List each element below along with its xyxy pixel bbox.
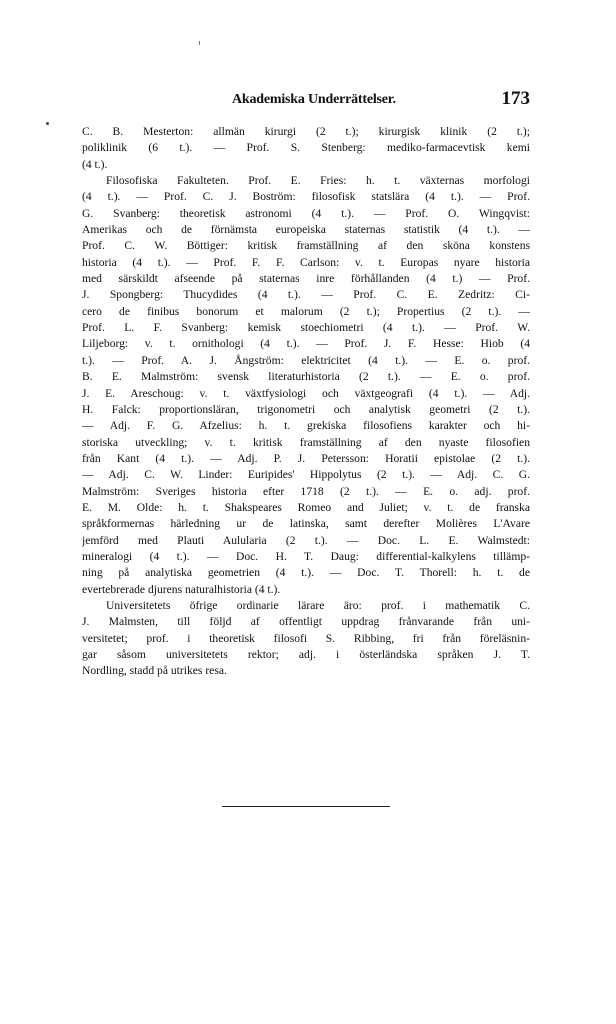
- text-line: H. Falck: proportionsläran, trigonometri och analytisk geometri (2 t.).: [82, 402, 530, 416]
- text-line: Filosofiska Fakulteten. Prof. E. Fries: h. t. växternas morfologi: [106, 174, 530, 188]
- text-line: Liljeborg: v. t. ornithologi (4 t.). — Prof. J. F. Hesse: Hiob (4: [82, 337, 530, 351]
- text-line: J. Spongberg: Thucydides (4 t.). — Prof. C. E. Zedritz: Ci-: [82, 288, 530, 302]
- text-line: evertebrerade djurens naturalhistoria (4 t.).: [82, 582, 281, 596]
- margin-dot: [46, 122, 49, 125]
- text-line: mineralogi (4 t.). — Doc. H. T. Daug: differential-kalkylens tillämp-: [82, 549, 530, 563]
- text-line: cero de finibus bonorum et malorum (2 t.); Propertius (2 t.). —: [82, 304, 530, 318]
- text-line: (4 t.).: [82, 157, 108, 171]
- text-line: Nordling, stadd på utrikes resa.: [82, 664, 227, 678]
- text-line: Prof. L. F. Svanberg: kemisk stoechiometri (4 t.). — Prof. W.: [82, 321, 530, 335]
- text-line: versitetet; prof. i theoretisk filosofi S. Ribbing, fri från föreläsnin-: [82, 631, 530, 645]
- text-line: Malmström: Sveriges historia efter 1718 (2 t.). — E. o. adj. prof.: [82, 484, 530, 498]
- text-line: Universitetets öfrige ordinarie lärare äro: prof. i mathematik C.: [106, 598, 530, 612]
- text-line: gar såsom universitetets rektor; adj. i österländska språken J. T.: [82, 648, 530, 661]
- text-line: J. E. Areschoug: v. t. växtfysiologi och växtgeografi (4 t.). — Adj.: [82, 386, 530, 400]
- text-line: språkformernas härledning ur de latinska, samt derefter Molières L'Avare: [82, 517, 530, 531]
- text-line: storiska utveckling; v. t. kritisk framställning af den nyaste filosofien: [82, 435, 530, 449]
- text-line: — Adj. C. W. Linder: Euripides' Hippolytus (2 t.). — Adj. C. G.: [82, 468, 530, 482]
- text-line: C. B. Mesterton: allmän kirurgi (2 t.); kirurgisk klinik (2 t.);: [82, 125, 530, 138]
- section-divider: [222, 806, 390, 807]
- text-line: — Adj. F. G. Afzelius: h. t. grekiska filosofiens karakter och hi-: [82, 419, 530, 433]
- text-line: G. Svanberg: theoretisk astronomi (4 t.). — Prof. O. Wingqvist:: [82, 206, 530, 220]
- text-line: historia (4 t.). — Prof. F. F. Carlson: v. t. Europas nyare historia: [82, 255, 530, 269]
- text-line: Prof. C. W. Böttiger: kritisk framställning af den sköna konstens: [82, 239, 530, 253]
- text-line: (4 t.). — Prof. C. J. Boström: filosofisk statslära (4 t.). — Prof.: [82, 190, 530, 204]
- text-line: jemförd med Plauti Aulularia (2 t.). — Doc. L. E. Walmstedt:: [82, 533, 530, 547]
- running-title: Akademiska Underrättelser.: [232, 92, 396, 107]
- scan-mark: [199, 41, 200, 45]
- text-line: ning på analytiska geometrien (4 t.). — Doc. T. Thorell: h. t. de: [82, 566, 530, 580]
- page-number: 173: [501, 88, 530, 109]
- text-line: B. E. Malmström: svensk literaturhistoria (2 t.). — E. o. prof.: [82, 370, 530, 384]
- page-header: [82, 90, 530, 114]
- text-line: med särskildt afseende på staternas inre förhållanden (4 t.) — Prof.: [82, 272, 530, 286]
- text-line: J. Malmsten, till följd af offentligt uppdrag frånvarande från uni-: [82, 615, 530, 629]
- text-line: från Kant (4 t.). — Adj. P. J. Petersson: Horatii epistolae (2 t.).: [82, 451, 530, 465]
- text-line: Amerikas och de förnämsta europeiska staternas statistik (4 t.). —: [82, 223, 530, 237]
- text-line: t.). — Prof. A. J. Ångström: elektricitet (4 t.). — E. o. prof.: [82, 353, 530, 367]
- text-line: poliklinik (6 t.). — Prof. S. Stenberg: mediko-farmacevtisk kemi: [82, 141, 530, 155]
- body-text: [82, 124, 530, 680]
- text-line: E. M. Olde: h. t. Shakspeares Romeo and Juliet; v. t. de franska: [82, 500, 530, 514]
